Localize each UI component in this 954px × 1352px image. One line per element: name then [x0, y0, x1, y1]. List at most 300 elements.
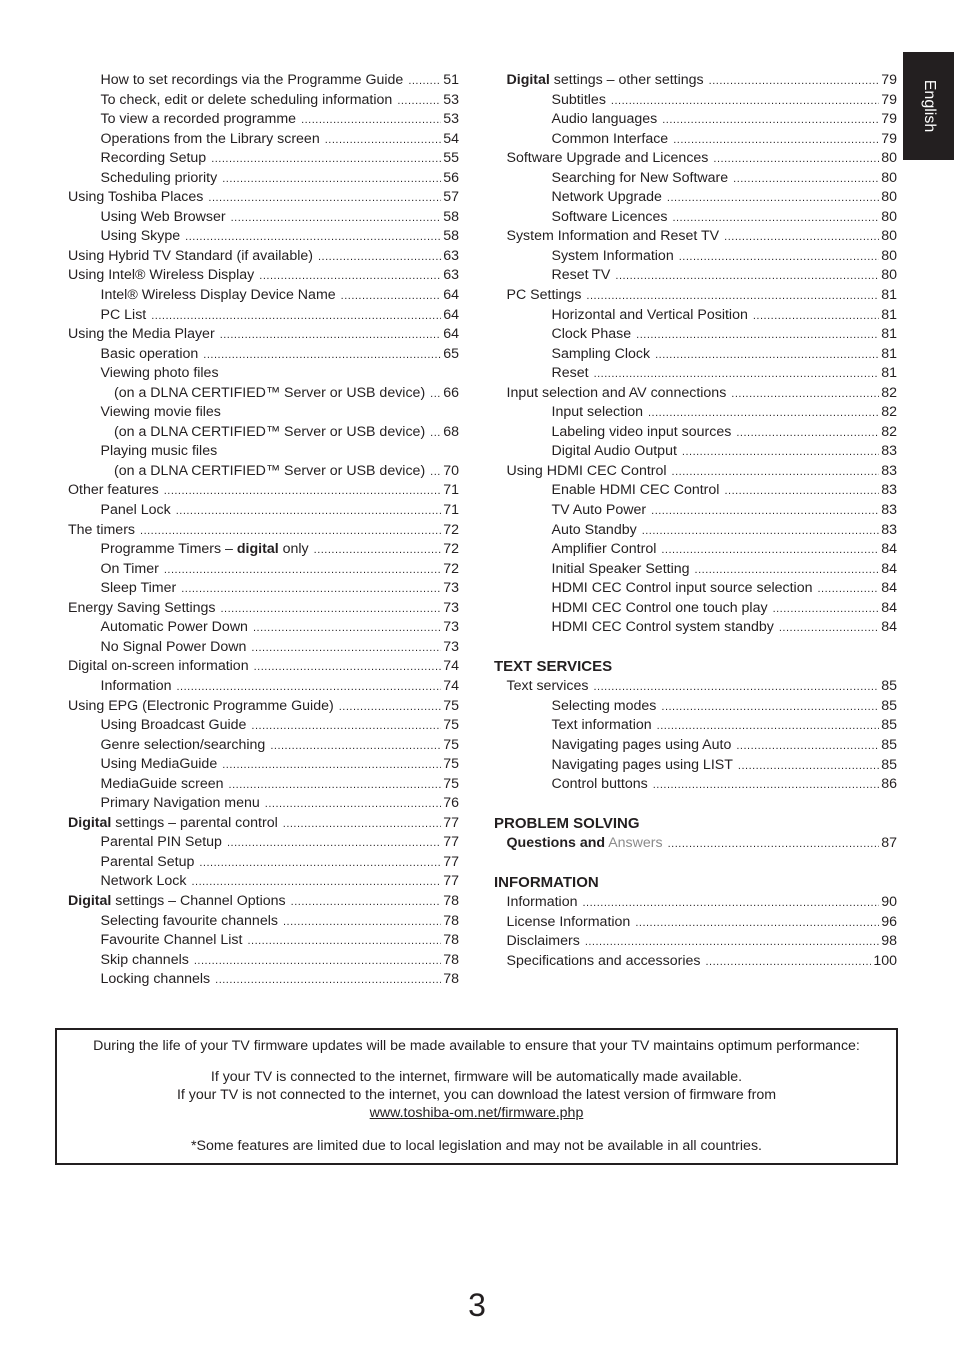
dot-leader: [194, 952, 441, 972]
toc-entry-label: Input selection and AV connections: [506, 384, 727, 401]
toc-entry-label: Text information: [551, 717, 652, 734]
dot-leader: [706, 953, 872, 973]
dot-leader: [247, 932, 441, 952]
toc-page-number: 53: [443, 91, 459, 108]
toc-page-number: 64: [443, 306, 459, 323]
toc-entry: [68, 149, 459, 169]
toc-entry: [68, 579, 459, 599]
dot-leader: [151, 307, 441, 327]
toc-entry: [68, 169, 459, 189]
dot-leader: [615, 267, 879, 287]
toc-entry: [68, 247, 459, 267]
toc-page-number: 80: [881, 208, 897, 225]
dot-leader: [339, 698, 442, 718]
toc-entry-label: (on a DLNA CERTIFIED™ Server or USB device): [114, 384, 426, 401]
toc-entry: [68, 286, 459, 306]
toc-entry: [507, 71, 898, 91]
notice-line-1: During the life of your TV firmware updates will be made available to ensure that your TV maintains optimum performance:: [93, 1038, 860, 1054]
toc-entry-label: Information: [100, 677, 172, 694]
toc-page-number: 84: [881, 541, 897, 558]
toc-page-number: 66: [443, 384, 459, 401]
toc-page-number: 98: [881, 933, 897, 950]
toc-entry: [68, 853, 459, 873]
toc-page-number: 75: [443, 775, 459, 792]
toc-page-number: 77: [443, 873, 459, 890]
toc-entry: [507, 599, 898, 619]
dot-leader: [222, 756, 441, 776]
dot-leader: [164, 561, 441, 581]
toc-entry: [68, 306, 459, 326]
dot-leader: [231, 209, 442, 229]
firmware-notice-box: [55, 1028, 898, 1165]
toc-page-number: 73: [443, 599, 459, 616]
toc-entry-label: Software Licences: [551, 208, 668, 225]
toc-page-number: 57: [443, 189, 459, 206]
dot-leader: [672, 209, 879, 229]
toc-page-number: 80: [881, 169, 897, 186]
toc-entry-label: Other features: [68, 482, 159, 499]
toc-page-number: 72: [443, 560, 459, 577]
toc-entry: [68, 384, 459, 404]
toc-entry: [507, 913, 898, 933]
dot-leader: [653, 776, 880, 796]
toc-entry-label: Enable HDMI CEC Control: [551, 482, 720, 499]
toc-entry-label: HDMI CEC Control input source selection: [551, 580, 813, 597]
toc-entry: [68, 736, 459, 756]
toc-entry: [507, 481, 898, 501]
toc-entry-label: The timers: [68, 521, 136, 538]
dot-leader: [594, 678, 880, 698]
dot-leader: [655, 346, 879, 366]
toc-entry-label: Using Broadcast Guide: [100, 717, 247, 734]
toc-entry: [507, 756, 898, 776]
toc-page-number: 85: [881, 717, 897, 734]
toc-entry: [507, 227, 898, 247]
toc-entry-label: Primary Navigation menu: [100, 795, 260, 812]
toc-entry-label: Playing music files: [100, 443, 218, 460]
dot-leader: [181, 580, 441, 600]
toc-entry-label: Favourite Channel List: [100, 932, 243, 949]
toc-entry-label: Digital settings – parental control: [68, 814, 278, 831]
dot-leader: [636, 326, 879, 346]
toc-entry-label: To view a recorded programme: [100, 111, 297, 128]
dot-leader: [668, 835, 880, 855]
toc-page-number: 58: [443, 208, 459, 225]
toc-entry-label: Recording Setup: [100, 150, 207, 167]
toc-entry-label: Locking channels: [100, 971, 211, 988]
toc-entry-label: System Information and Reset TV: [506, 228, 720, 245]
dot-leader: [673, 131, 879, 151]
toc-page-number: 81: [881, 326, 897, 343]
toc-entry-label: Using Intel® Wireless Display: [68, 267, 255, 284]
toc-entry: [68, 325, 459, 345]
toc-entry: [68, 697, 459, 717]
dot-leader: [731, 385, 879, 405]
toc-page-number: 76: [443, 795, 459, 812]
toc-entry: [68, 481, 459, 501]
toc-entry-label: Subtitles: [551, 91, 606, 108]
toc-entry: [68, 188, 459, 208]
firmware-link[interactable]: www.toshiba-om.net/firmware.php: [369, 1105, 584, 1121]
toc-page-number: 79: [881, 91, 897, 108]
dot-leader: [314, 541, 442, 561]
dot-leader: [586, 287, 879, 307]
dot-leader: [254, 658, 442, 678]
toc-page-number: 81: [881, 345, 897, 362]
toc-entry-label: Sampling Clock: [551, 345, 651, 362]
toc-page-number: 86: [881, 776, 897, 793]
toc-entry-label: Basic operation: [100, 345, 199, 362]
dot-leader: [430, 385, 441, 405]
toc-entry-label: Labeling video input sources: [551, 423, 732, 440]
toc-entry: [507, 364, 898, 384]
toc-entry: [68, 208, 459, 228]
toc-entry-label: Parental PIN Setup: [100, 834, 222, 851]
dot-leader: [176, 678, 441, 698]
toc-entry-label: Using Hybrid TV Standard (if available): [68, 247, 313, 264]
toc-entry-label: Operations from the Library screen: [100, 130, 320, 147]
dot-leader: [291, 893, 442, 913]
dot-leader: [682, 443, 879, 463]
toc-entry: [68, 71, 459, 91]
toc-entry-label: To check, edit or delete scheduling information: [100, 91, 393, 108]
toc-entry-label: (on a DLNA CERTIFIED™ Server or USB device): [114, 462, 426, 479]
dot-leader: [397, 92, 441, 112]
dot-leader: [208, 189, 441, 209]
toc-entry: [507, 403, 898, 423]
toc-entry-label: Reset TV: [551, 267, 611, 284]
toc-entry: [68, 833, 459, 853]
toc-entry: [507, 188, 898, 208]
toc-page-number: 82: [881, 404, 897, 421]
toc-entry-label: Energy Saving Settings: [68, 599, 216, 616]
toc-page-number: 64: [443, 287, 459, 304]
toc-entry-label: Network Upgrade: [551, 189, 662, 206]
toc-entry: [507, 952, 898, 972]
dot-leader: [709, 72, 880, 92]
dot-leader: [318, 248, 441, 268]
toc-entry-label: PC List: [100, 306, 147, 323]
toc-entry-label: Navigating pages using LIST: [551, 756, 733, 773]
language-tab: [903, 52, 954, 160]
toc-page-number: 54: [443, 130, 459, 147]
dot-leader: [211, 150, 441, 170]
dot-leader: [738, 757, 879, 777]
dot-leader: [251, 639, 441, 659]
dot-leader: [199, 854, 441, 874]
toc-page-number: 65: [443, 345, 459, 362]
toc-entry: [507, 91, 898, 111]
toc-entry-label: Intel® Wireless Display Device Name: [100, 287, 336, 304]
toc-page-number: 53: [443, 111, 459, 128]
toc-entry: [68, 970, 459, 990]
toc-entry: [68, 755, 459, 775]
toc-page-number: 85: [881, 697, 897, 714]
toc-entry-label: Selecting favourite channels: [100, 912, 278, 929]
dot-leader: [672, 463, 880, 483]
toc-page-number: 79: [881, 111, 897, 128]
toc-page-number: 73: [443, 638, 459, 655]
toc-entry-label: Control buttons: [551, 776, 648, 793]
section-heading: PROBLEM SOLVING: [494, 815, 640, 833]
dot-leader: [642, 522, 880, 542]
dot-leader: [818, 580, 880, 600]
toc-entry: [507, 775, 898, 795]
dot-leader: [648, 404, 879, 424]
toc-entry-label: Automatic Power Down: [100, 619, 248, 636]
toc-entry-label: How to set recordings via the Programme Guide: [100, 72, 404, 88]
toc-entry-label: Using MediaGuide: [100, 756, 218, 773]
toc-entry: [507, 306, 898, 326]
dot-leader: [227, 834, 441, 854]
toc-left-column: [68, 71, 459, 990]
toc-page-number: 78: [443, 892, 459, 909]
toc-entry: [507, 149, 898, 169]
dot-leader: [585, 933, 879, 953]
toc-entry-label: HDMI CEC Control system standby: [551, 619, 774, 636]
dot-leader: [662, 111, 879, 131]
language-tab-label: English: [920, 79, 938, 133]
toc-entry: [507, 208, 898, 228]
toc-entry: [68, 931, 459, 951]
toc-entry-label: Using Skype: [100, 228, 181, 245]
toc-page-number: 80: [881, 228, 897, 245]
toc-entry: [68, 716, 459, 736]
toc-page-number: 83: [881, 502, 897, 519]
toc-page-number: 63: [443, 267, 459, 284]
dot-leader: [695, 561, 880, 581]
toc-page-number: 75: [443, 717, 459, 734]
toc-entry-label: Sleep Timer: [100, 580, 177, 597]
toc-entry-label: Amplifier Control: [551, 541, 657, 558]
toc-page-number: 81: [881, 287, 897, 304]
toc-entry: [68, 814, 459, 834]
toc-entry-label: Using the Media Player: [68, 326, 215, 343]
toc-entry-label: Genre selection/searching: [100, 736, 266, 753]
toc-entry-label: Parental Setup: [100, 853, 195, 870]
toc-page-number: 78: [443, 971, 459, 988]
toc-entry: [68, 794, 459, 814]
toc-entry: [68, 521, 459, 541]
dot-leader: [582, 894, 879, 914]
toc-entry-label: Input selection: [551, 404, 643, 421]
dot-leader: [220, 326, 442, 346]
toc-page-number: 70: [443, 462, 459, 479]
toc-entry-label: Common Interface: [551, 130, 669, 147]
dot-leader: [430, 463, 441, 483]
dot-leader: [724, 228, 879, 248]
toc-entry: [68, 91, 459, 111]
dot-leader: [215, 971, 441, 991]
toc-page-number: 73: [443, 580, 459, 597]
dot-leader: [724, 482, 879, 502]
toc-entry-label: Using Toshiba Places: [68, 189, 204, 206]
dot-leader: [661, 541, 879, 561]
toc-page-number: 74: [443, 658, 459, 675]
toc-page-number: 82: [881, 384, 897, 401]
toc-page-number: 90: [881, 894, 897, 911]
toc-entry: [68, 677, 459, 697]
toc-entry: [68, 872, 459, 892]
dot-leader: [408, 72, 441, 92]
toc-entry-label: Viewing photo files: [100, 365, 219, 382]
toc-entry: [68, 912, 459, 932]
toc-entry: [68, 892, 459, 912]
toc-right-column: [494, 71, 897, 971]
toc-page-number: 80: [881, 267, 897, 284]
toc-entry: [507, 521, 898, 541]
toc-entry: [507, 618, 898, 638]
toc-entry-label: System Information: [551, 247, 674, 264]
section-heading: TEXT SERVICES: [494, 658, 613, 676]
toc-page-number: 55: [443, 150, 459, 167]
toc-entry: [68, 266, 459, 286]
dot-leader: [430, 424, 441, 444]
dot-leader: [203, 346, 441, 366]
dot-leader: [651, 502, 879, 522]
toc-entry-label: Searching for New Software: [551, 169, 729, 186]
toc-entry-label: Software Upgrade and Licences: [506, 150, 709, 167]
toc-entry-label: License Information: [506, 913, 631, 930]
toc-entry-label: Specifications and accessories: [506, 952, 701, 969]
toc-entry: [68, 951, 459, 971]
page-number: 3: [468, 1287, 486, 1323]
toc-page-number: 77: [443, 834, 459, 851]
toc-page-number: 80: [881, 247, 897, 264]
toc-entry-label: No Signal Power Down: [100, 638, 247, 655]
toc-page-number: 83: [881, 443, 897, 460]
toc-entry: [507, 697, 898, 717]
toc-entry-label: HDMI CEC Control one touch play: [551, 599, 768, 616]
toc-entry-label: Clock Phase: [551, 326, 632, 343]
notice-line-2: If your TV is connected to the internet, firmware will be automatically made available.: [210, 1069, 743, 1085]
toc-page-number: 84: [881, 560, 897, 577]
toc-entry: [507, 266, 898, 286]
toc-entry: [68, 462, 459, 482]
dot-leader: [753, 307, 879, 327]
toc-entry: [507, 169, 898, 189]
toc-entry: [507, 442, 898, 462]
dot-leader: [736, 737, 879, 757]
toc-page-number: 96: [881, 913, 897, 930]
toc-entry: [68, 501, 459, 521]
toc-entry-label: Programme Timers – digital only: [100, 541, 309, 558]
dot-leader: [736, 424, 879, 444]
toc-entry-label: Horizontal and Vertical Position: [551, 306, 748, 323]
dot-leader: [773, 600, 880, 620]
toc-entry: [507, 736, 898, 756]
toc-entry: [507, 286, 898, 306]
toc-entry-label: Viewing movie files: [100, 404, 221, 421]
toc-entry: [507, 501, 898, 521]
toc-page-number: 81: [881, 365, 897, 382]
toc-page-number: 81: [881, 306, 897, 323]
dot-leader: [341, 287, 442, 307]
dot-leader: [222, 170, 441, 190]
toc-page-number: 51: [443, 72, 459, 88]
toc-entry-label: TV Auto Power: [551, 502, 647, 519]
dot-leader: [185, 228, 441, 248]
toc-page-number: 75: [443, 697, 459, 714]
toc-entry: [68, 403, 459, 423]
toc-page-number: 63: [443, 247, 459, 264]
toc-entry: [68, 618, 459, 638]
dot-leader: [635, 914, 879, 934]
dot-leader: [679, 248, 880, 268]
toc-page-number: 68: [443, 423, 459, 440]
toc-page-number: 83: [881, 482, 897, 499]
toc-entry-label: On Timer: [100, 560, 159, 577]
toc-page-number: 85: [881, 756, 897, 773]
toc-entry: [68, 227, 459, 247]
toc-entry: [507, 540, 898, 560]
toc-page-number: 80: [881, 150, 897, 167]
toc-page-number: 100: [873, 952, 897, 969]
dot-leader: [611, 92, 879, 112]
toc-entry-label: Digital settings – Channel Options: [68, 892, 286, 909]
toc-page-number: 75: [443, 736, 459, 753]
toc-entry: [68, 364, 459, 384]
toc-page-number: 56: [443, 169, 459, 186]
toc-entry: [68, 560, 459, 580]
toc-entry: [507, 423, 898, 443]
toc-page-number: 75: [443, 756, 459, 773]
toc-page-number: 84: [881, 619, 897, 636]
toc-entry-label: Audio languages: [551, 111, 658, 128]
toc-entry-label: Information: [506, 894, 578, 911]
toc-entry-label: (on a DLNA CERTIFIED™ Server or USB device): [114, 423, 426, 440]
toc-entry-label: MediaGuide screen: [100, 775, 224, 792]
toc-entry-label: Digital settings – other settings: [506, 72, 704, 88]
toc-entry-label: Using HDMI CEC Control: [506, 462, 667, 479]
section-body: [494, 893, 897, 971]
dot-leader: [265, 795, 441, 815]
toc-entry-label: Digital on-screen information: [68, 658, 249, 675]
dot-leader: [220, 600, 441, 620]
section-body: [494, 677, 897, 794]
section-body: [494, 834, 897, 854]
section-heading: INFORMATION: [494, 874, 599, 892]
toc-entry: [68, 110, 459, 130]
toc-entry-label: Network Lock: [100, 873, 187, 890]
toc-entry: [68, 638, 459, 658]
toc-entry-label: Using EPG (Electronic Programme Guide): [68, 697, 334, 714]
dot-leader: [325, 131, 442, 151]
toc-entry-label: Scheduling priority: [100, 169, 218, 186]
toc-entry: [68, 599, 459, 619]
dot-leader: [164, 482, 442, 502]
notice-footnote: *Some features are limited due to local legislation and may not be available in all countries.: [191, 1138, 762, 1154]
toc-entry: [507, 834, 898, 854]
toc-page-number: 71: [443, 502, 459, 519]
toc-page-number: 87: [881, 835, 897, 852]
toc-entry: [507, 579, 898, 599]
toc-entry-label: Reset: [551, 365, 589, 382]
toc-entry-label: Questions and Answers: [506, 835, 663, 852]
toc-entry-label: PC Settings: [506, 287, 582, 304]
toc-page-number: 83: [881, 462, 897, 479]
dot-leader: [191, 873, 441, 893]
toc-entry: [507, 462, 898, 482]
toc-entry-label: Using Web Browser: [100, 208, 226, 225]
toc-entry: [68, 657, 459, 677]
toc-entry: [507, 893, 898, 913]
toc-page-number: 77: [443, 814, 459, 831]
dot-leader: [229, 776, 442, 796]
toc-page-number: 82: [881, 423, 897, 440]
dot-leader: [253, 619, 441, 639]
toc-entry: [507, 130, 898, 150]
